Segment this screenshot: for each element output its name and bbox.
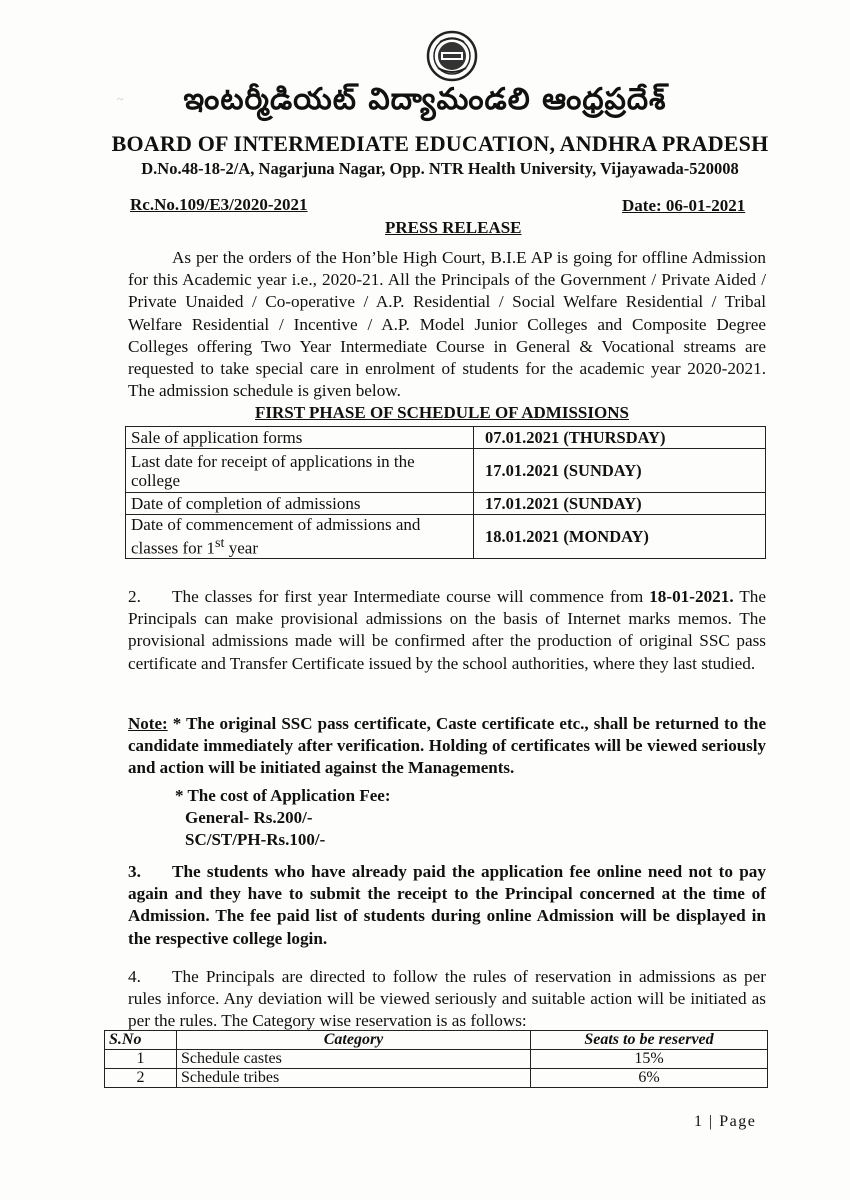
event-text-suffix: year [224,538,258,558]
fee-general: General- Rs.200/- [185,808,313,827]
note-paragraph [128,713,766,779]
paragraph-text: The students who have already paid the application fee online need not to pay again and they have to submit the receipt to the Principal concerned at the time of Admission. The fee paid list of students during online Admission will be displayed in the respective college login. [128,862,766,948]
schedule-event: Sale of application forms [126,427,474,449]
schedule-table [125,426,766,559]
schedule-date: 17.01.2021 (SUNDAY) [474,493,766,515]
schedule-event: Date of completion of admissions [126,493,474,515]
event-text: Date of commencement of admissions and classes for 1 [131,515,421,558]
table-row [126,493,766,515]
reference-number: Rc.No.109/E3/2020-2021 [130,195,308,214]
header-sno: S.No [105,1031,177,1050]
fee-heading: * The cost of Application Fee: [175,786,391,805]
row-sno: 1 [105,1050,177,1069]
paragraph-number: 3. [128,862,141,881]
table-row [126,515,766,559]
schedule-date: 18.01.2021 (MONDAY) [474,515,766,559]
schedule-heading: FIRST PHASE OF SCHEDULE OF ADMISSIONS [255,403,629,422]
paragraph-number: 2. [128,587,141,606]
paragraph-3 [128,861,766,950]
paragraph-text: The Principals are directed to follow the rules of reservation in admissions as per rules inforce. Any deviation will be viewed seriously and suitable action will be initiated as per the rules. The Category wise reservation is as follows: [128,967,766,1031]
table-row [126,449,766,493]
telugu-board-title: ఇంటర్మీడియట్ విద్యామండలి ఆంధ్రప్రదేశ్ [183,82,667,117]
table-row [105,1050,768,1069]
reservation-table [104,1030,768,1088]
note-label: Note: [128,714,168,733]
document-title: PRESS RELEASE [385,218,522,237]
table-row [105,1069,768,1088]
paragraph-number: 4. [128,967,141,986]
paragraph-text: The classes for first year Intermediate course will commence from [172,587,650,606]
header-seats: Seats to be reserved [531,1031,768,1050]
row-seats: 6% [531,1069,768,1088]
board-address: D.No.48-18-2/A, Nagarjuna Nagar, Opp. NTR Health University, Vijayawada-520008 [141,159,739,178]
application-fee [175,785,390,851]
row-category: Schedule castes [177,1050,531,1069]
row-seats: 15% [531,1050,768,1069]
board-name: BOARD OF INTERMEDIATE EDUCATION, ANDHRA PRADESH [111,131,769,156]
schedule-date: 17.01.2021 (SUNDAY) [474,449,766,493]
schedule-event: Last date for receipt of applications in the college [126,449,474,493]
table-header-row [105,1031,768,1050]
paragraph-2 [128,586,766,675]
row-sno: 2 [105,1069,177,1088]
scan-speck: ~ [117,92,124,106]
schedule-event [126,515,474,559]
fee-reserved: SC/ST/PH-Rs.100/- [185,830,326,849]
paragraph-4 [128,966,766,1033]
header-category: Category [177,1031,531,1050]
schedule-date: 07.01.2021 (THURSDAY) [474,427,766,449]
release-date: Date: 06-01-2021 [622,196,746,215]
event-sup: st [215,535,225,552]
table-row [126,427,766,449]
state-emblem-icon [426,30,478,82]
intro-paragraph: As per the orders of the Hon’ble High Court, B.I.E AP is going for offline Admission for this Academic year i.e., 2020-21. All the Principals of the Government / Private Aided / Private Unaided / Co-operative / A.P. Residential / Social Welfare Residential / Tribal Welfare Residential / Incentive / A.P. Model Junior Colleges and Composite Degree Colleges offering Two Year Intermediate Course in General & Vocational streams are requested to take special care in enrolment of students for the academic year 2020-2021. The admission schedule is given below. [128,248,766,401]
page-number: 1 | Page [694,1113,757,1130]
row-category: Schedule tribes [177,1069,531,1088]
paragraph-text-cont: The Principals can make provisional admissions on the basis of Internet marks memos. The provisional admissions made will be confirmed after the production of original SSC pass certificate and Transfer Certificate issued by the school authorities, where they last studied. [128,587,766,673]
commencement-date: 18-01-2021. [649,587,734,606]
note-text: * The original SSC pass certificate, Caste certificate etc., shall be returned to the candidate immediately after verification. Holding of certificates will be viewed seriously and action will be initiated against the Managements. [128,714,766,777]
